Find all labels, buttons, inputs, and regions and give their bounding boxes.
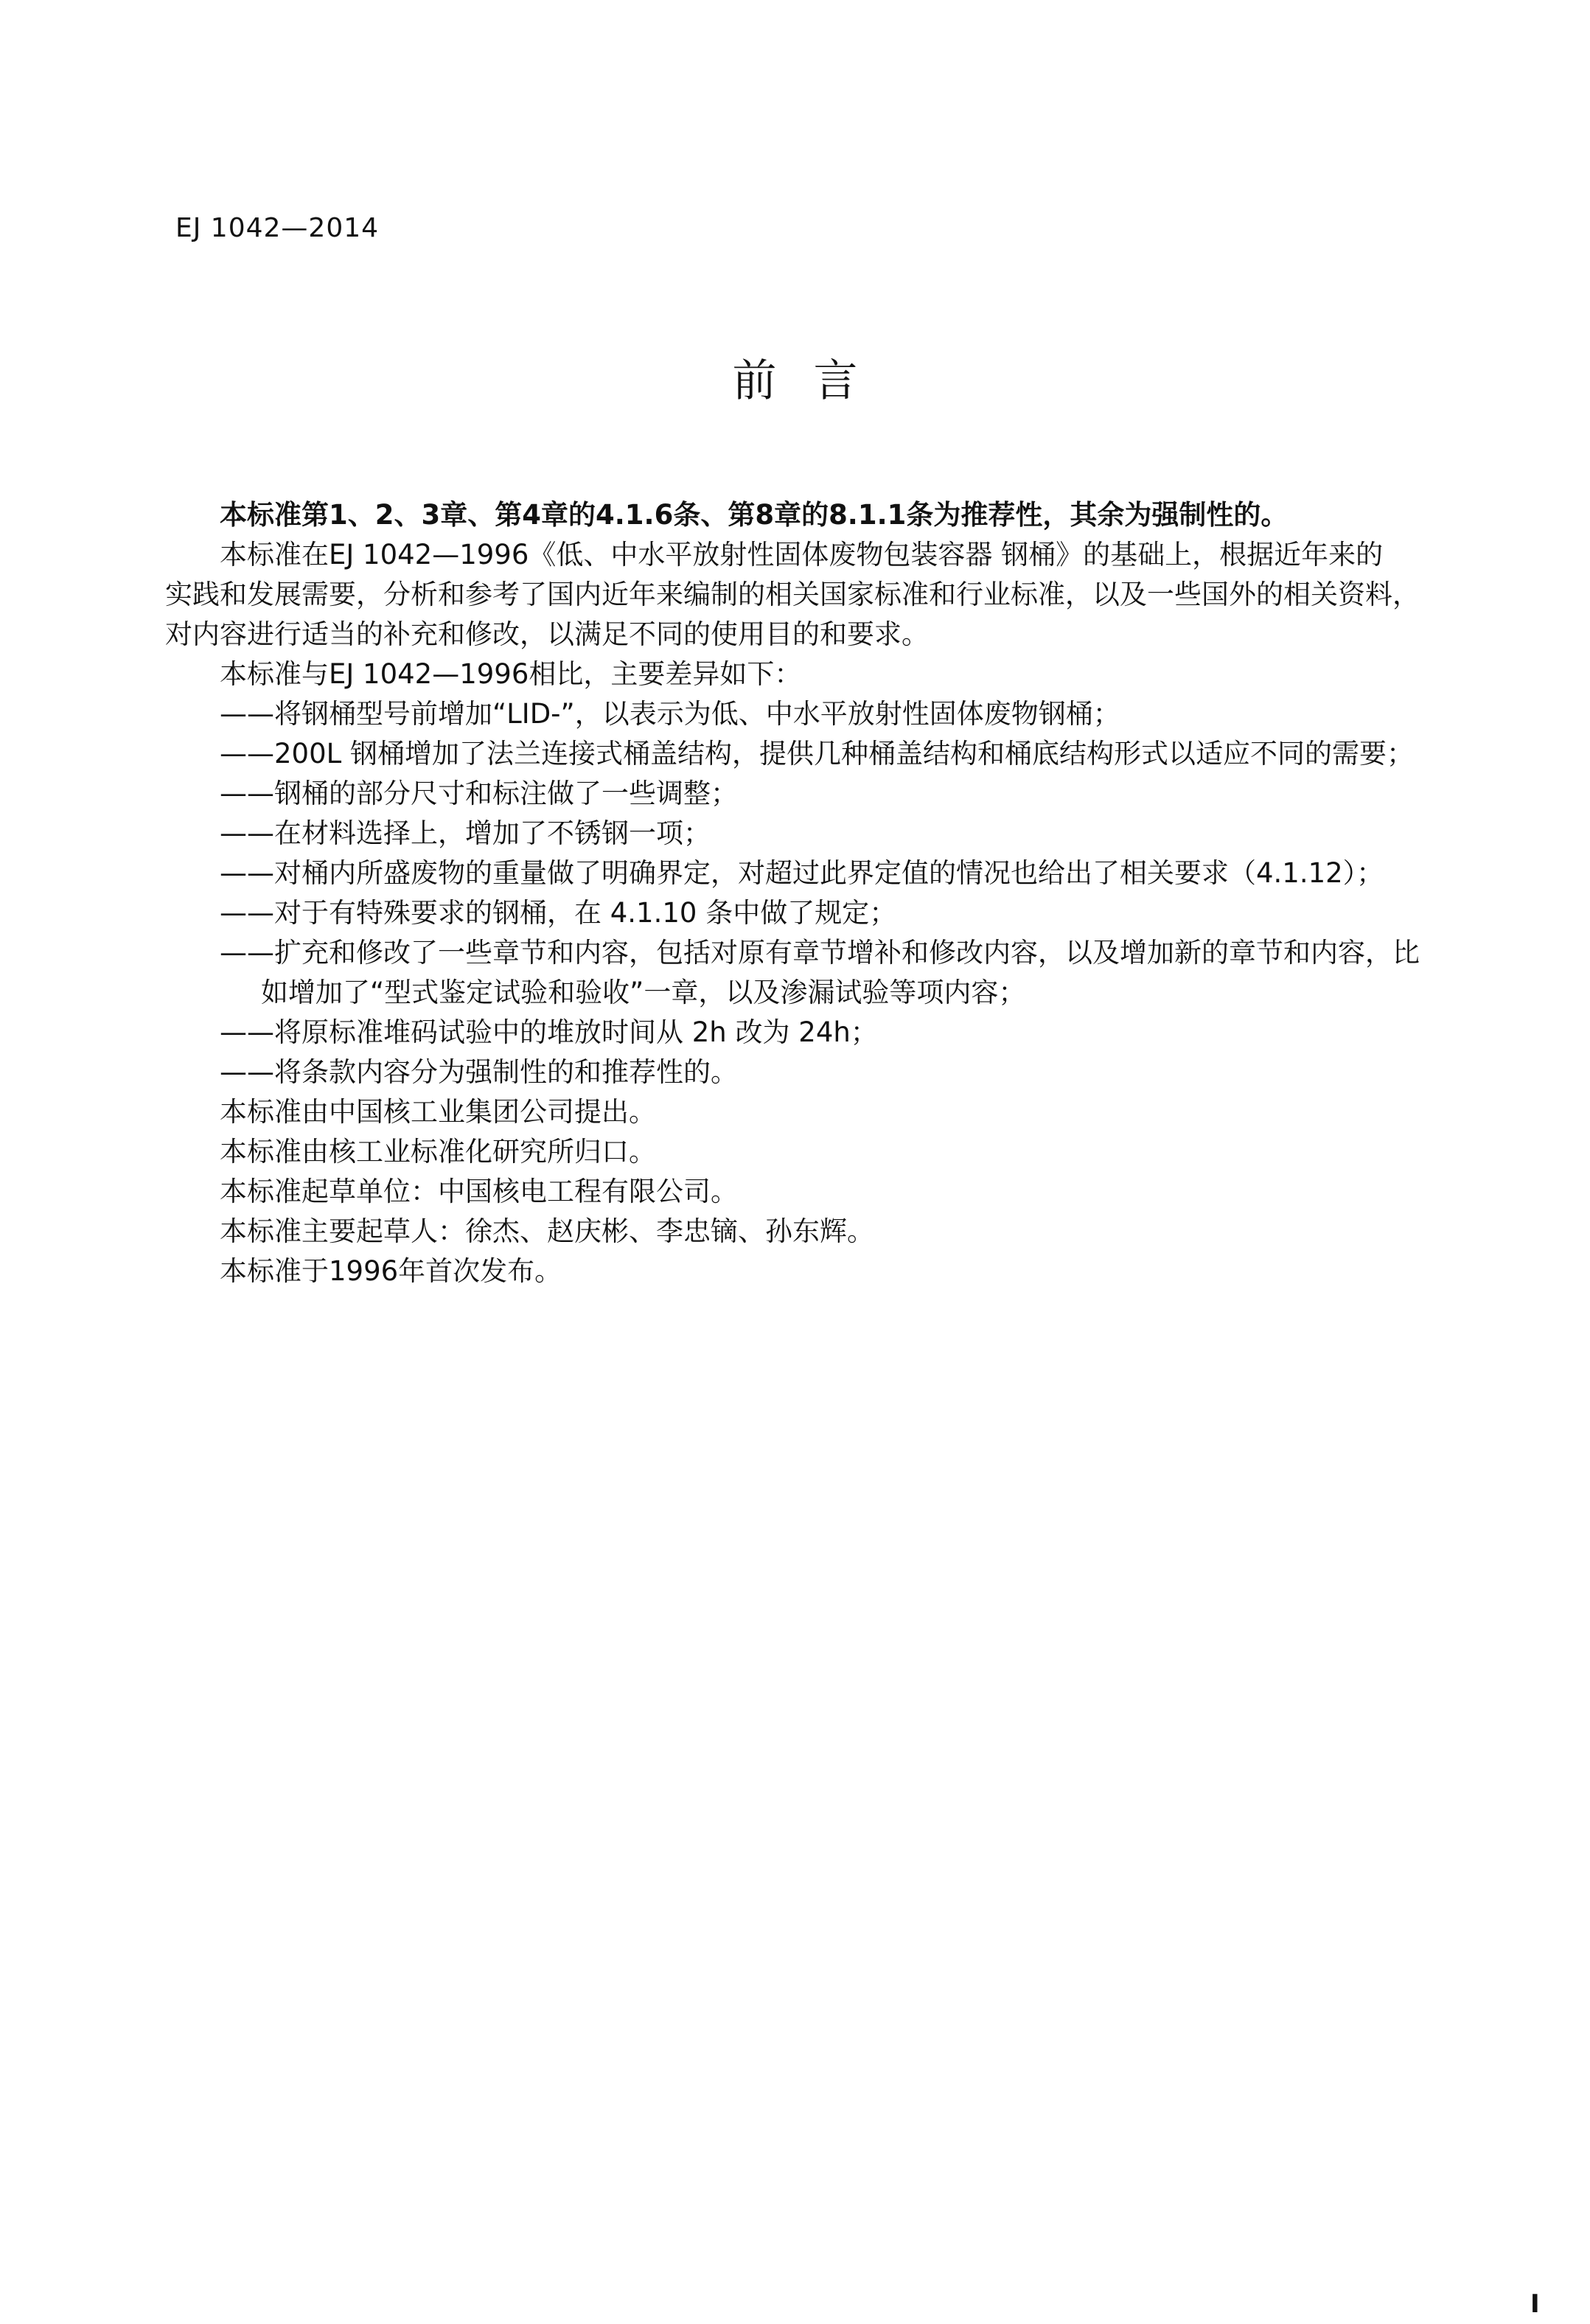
closing-line: 本标准起草单位：中国核电工程有限公司。 [220, 1176, 738, 1207]
intro-line-1: 本标准在EJ 1042—1996《低、中水平放射性固体废物包装容器 钢桶》的基础上，根据近年来的 [220, 539, 1384, 570]
closing-line: 本标准由中国核工业集团公司提出。 [220, 1096, 656, 1128]
change-item: ——扩充和修改了一些章节和内容，包括对原有章节增补和修改内容，以及增加新的章节和内容，比 [220, 937, 1420, 969]
document-number: EJ 1042—2014 [175, 213, 380, 243]
preface-body [165, 495, 1485, 1291]
page-mark: I [1530, 2289, 1540, 2319]
change-item: ——钢桶的部分尺寸和标注做了一些调整； [220, 778, 738, 809]
change-item-continuation: 如增加了“型式鉴定试验和验收”一章，以及渗漏试验等项内容； [261, 977, 1026, 1008]
change-item: ——将原标准堆码试验中的堆放时间从 2h 改为 24h； [220, 1016, 878, 1048]
notice-paragraph: 本标准第1、2、3章、第4章的4.1.6条、第8章的8.1.1条为推荐性，其余为强制性的。 [220, 499, 1289, 531]
closing-line: 本标准由核工业标准化研究所归口。 [220, 1136, 656, 1168]
closing-line: 本标准主要起草人：徐杰、赵庆彬、李忠镝、孙东辉。 [220, 1215, 874, 1247]
page-title: 前言 [732, 355, 895, 407]
change-item: ——对于有特殊要求的钢桶，在 4.1.10 条中做了规定； [220, 897, 897, 929]
compare-lead: 本标准与EJ 1042—1996相比，主要差异如下： [220, 658, 802, 690]
intro-line-2: 实践和发展需要，分析和参考了国内近年来编制的相关国家标准和行业标准，以及一些国外的相关资料， [165, 579, 1420, 610]
intro-line-3: 对内容进行适当的补充和修改，以满足不同的使用目的和要求。 [165, 618, 929, 650]
change-item: ——200L 钢桶增加了法兰连接式桶盖结构，提供几种桶盖结构和桶底结构形式以适应不同的需要； [220, 738, 1414, 770]
change-item: ——将钢桶型号前增加“LID-”，以表示为低、中水平放射性固体废物钢桶； [220, 698, 1120, 730]
change-item: ——将条款内容分为强制性的和推荐性的。 [220, 1056, 738, 1088]
change-item: ——在材料选择上，增加了不锈钢一项； [220, 817, 711, 849]
change-item: ——对桶内所盛废物的重量做了明确界定，对超过此界定值的情况也给出了相关要求（4.1.12）； [220, 857, 1384, 889]
closing-line: 本标准于1996年首次发布。 [220, 1255, 562, 1287]
